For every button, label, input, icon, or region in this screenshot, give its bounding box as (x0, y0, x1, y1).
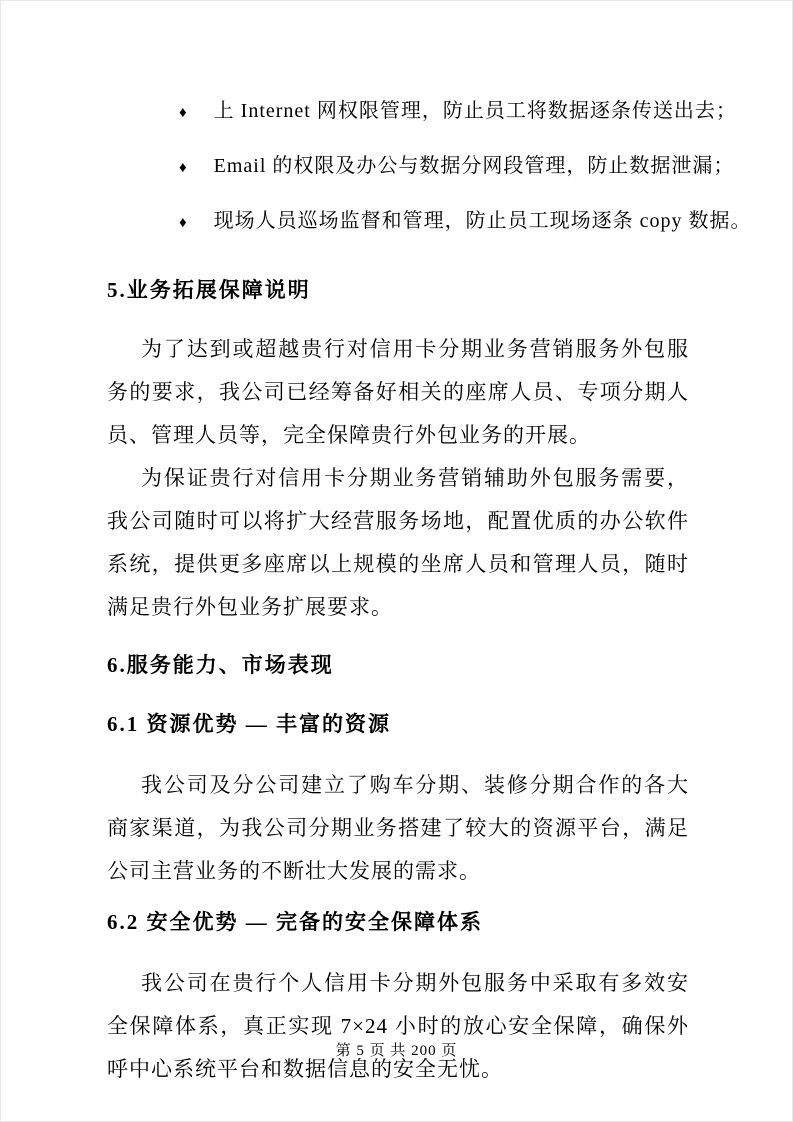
list-item (179, 99, 737, 125)
paragraph-section-5-2: 为保证贵行对信用卡分期业务营销辅助外包服务需要，我公司随时可以将扩大经营服务场地，配置优质的办公软件系统，提供更多座席以上规模的坐席人员和管理人员，随时满足贵行外包业务扩展要求。 (107, 466, 689, 619)
bullet-text: 上 Internet 网权限管理，防止员工将数据逐条传送出去； (213, 100, 737, 122)
bullet-text: Email 的权限及办公与数据分网段管理，防止数据泄漏； (213, 155, 735, 177)
heading-section-6-2: 6.2 安全优势 — 完备的安全保障体系 (107, 910, 483, 934)
paragraph-section-5-1: 为了达到或超越贵行对信用卡分期业务营销服务外包服务的要求，我公司已经筹备好相关的座席人员、专项分期人员、管理人员等，完全保障贵行外包业务的开展。 (107, 337, 689, 447)
bullet-list (107, 99, 752, 235)
diamond-bullet-icon: ♦ (179, 160, 188, 176)
page-number: 第 5 页 共 200 页 (335, 1043, 458, 1059)
diamond-bullet-icon: ♦ (179, 215, 188, 231)
bullet-text: 现场人员巡场监督和管理，防止员工现场逐条 copy 数据。 (213, 210, 752, 232)
diamond-bullet-icon: ♦ (179, 105, 188, 121)
heading-section-6: 6.服务能力、市场表现 (107, 653, 334, 677)
paragraph-section-6-1: 我公司及分公司建立了购车分期、装修分期合作的各大商家渠道，为我公司分期业务搭建了较大的资源平台，满足公司主营业务的不断壮大发展的需求。 (107, 773, 689, 883)
list-item (179, 209, 752, 235)
heading-section-5: 5.业务拓展保障说明 (107, 278, 311, 302)
list-item (179, 154, 735, 180)
paragraph-section-6-2: 我公司在贵行个人信用卡分期外包服务中采取有多效安全保障体系，真正实现 7×24 小时的放心安全保障，确保外呼中心系统平台和数据信息的安全无忧。 (107, 971, 689, 1081)
heading-section-6-1: 6.1 资源优势 — 丰富的资源 (107, 712, 391, 736)
